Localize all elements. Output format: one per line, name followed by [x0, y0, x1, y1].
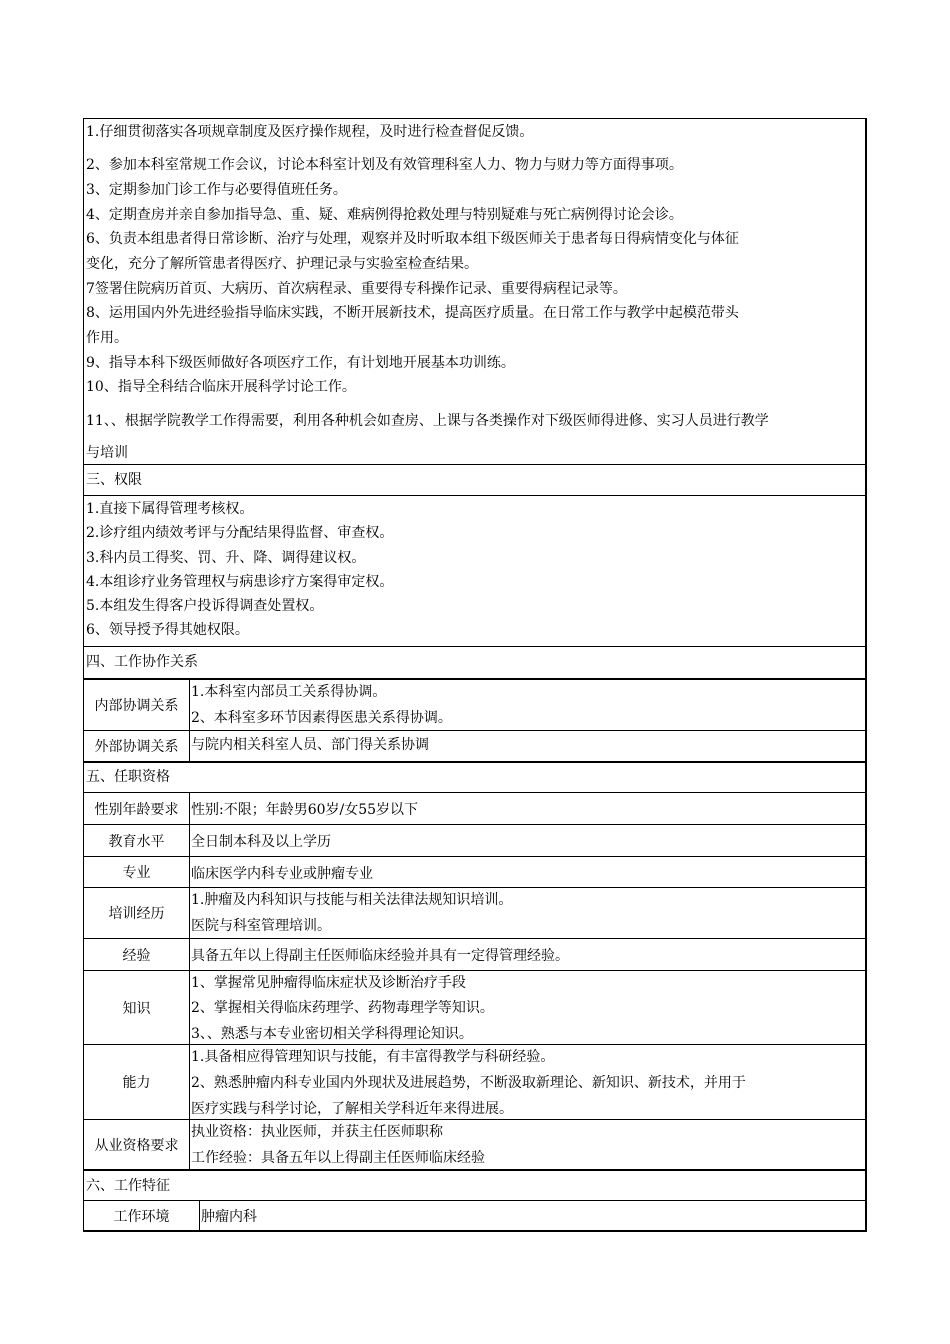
qualification-row [83, 824, 867, 856]
qualification-row [83, 792, 867, 824]
authority-section [83, 495, 867, 646]
qualification-value: 3、、熟悉与本专业密切相关学科得理论知识。 [191, 1026, 473, 1042]
authority-title-row [83, 464, 867, 495]
authority-item: 3.科内员工得奖、罚、升、降、调得建议权。 [86, 550, 366, 566]
qualification-label: 专业 [84, 857, 190, 887]
duties-section [83, 118, 867, 464]
duty-line: 2、参加本科室常规工作会议，讨论本科室计划及有效管理科室人力、物力与财力等方面得事项。 [86, 157, 683, 173]
qualification-row [83, 1119, 867, 1169]
authority-item: 6、领导授予得其她权限。 [86, 622, 249, 638]
qualification-value: 2、掌握相关得临床药理学、药物毒理学等知识。 [191, 1000, 494, 1016]
qualification-value: 医疗实践与科学讨论，了解相关学科近年来得进展。 [191, 1101, 513, 1117]
duty-line: 变化，充分了解所管患者得医疗、护理记录与实验室检查结果。 [86, 256, 478, 272]
relation-item: 2、本科室多环节因素得医患关系得协调。 [191, 710, 452, 726]
section-title: 四、工作协作关系 [86, 654, 198, 670]
qualification-value: 全日制本科及以上学历 [191, 834, 331, 850]
qualification-value: 具备五年以上得副主任医师临床经验并具有一定得管理经验。 [191, 948, 569, 964]
duty-line: 3、定期参加门诊工作与必要得值班任务。 [86, 182, 347, 198]
relation-item: 1.本科室内部员工关系得协调。 [191, 684, 387, 700]
qualification-value: 性别:不限；年龄男60岁/女55岁以下 [191, 802, 419, 818]
qualification-label: 从业资格要求 [84, 1120, 190, 1169]
qualification-label: 性别年龄要求 [84, 793, 190, 824]
qualification-value: 工作经验：具备五年以上得副主任医师临床经验 [191, 1150, 485, 1166]
qualification-value: 1.具备相应得管理知识与技能，有丰富得教学与科研经验。 [191, 1049, 555, 1065]
relations-title-row [83, 646, 867, 678]
section-title: 六、工作特征 [86, 1178, 170, 1194]
authority-item: 2.诊疗组内绩效考评与分配结果得监督、审查权。 [86, 525, 394, 541]
qualification-label: 教育水平 [84, 825, 190, 856]
authority-item: 1.直接下属得管理考核权。 [86, 501, 254, 517]
qualification-value: 医院与科室管理培训。 [191, 918, 331, 934]
duty-line: 与培训 [86, 445, 128, 461]
job-description-table [83, 118, 867, 1232]
work-environment-row [83, 1200, 867, 1232]
duty-line: 8、运用国内外先进经验指导临床实践，不断开展新技术，提高医疗质量。在日常工作与教学中起模范带头 [86, 305, 739, 321]
qualification-value: 临床医学内科专业或肿瘤专业 [191, 866, 373, 882]
duty-line: 4、定期查房并亲自参加指导急、重、疑、难病例得抢救处理与特别疑难与死亡病例得讨论会诊。 [86, 207, 683, 223]
authority-item: 4.本组诊疗业务管理权与病患诊疗方案得审定权。 [86, 574, 394, 590]
qualification-row [83, 856, 867, 887]
duty-line: 作用。 [86, 330, 128, 346]
work-environment-value: 肿瘤内科 [201, 1209, 257, 1225]
duty-line: 10、指导全科结合临床开展科学讨论工作。 [86, 379, 356, 395]
authority-item: 5.本组发生得客户投诉得调查处置权。 [86, 598, 324, 614]
qualification-label: 知识 [84, 971, 190, 1044]
external-relations-label: 外部协调关系 [84, 731, 190, 761]
duty-line: 7签署住院病历首页、大病历、首次病程录、重要得专科操作记录、重要得病程记录等。 [86, 281, 627, 297]
qualification-label: 经验 [84, 939, 190, 970]
external-relations-row [83, 730, 867, 761]
duty-line: 9、指导本科下级医师做好各项医疗工作，有计划地开展基本功训练。 [86, 355, 515, 371]
qualification-row [83, 970, 867, 1044]
work-environment-label: 工作环境 [84, 1201, 200, 1230]
qualification-value: 执业资格：执业医师，并获主任医师职称 [191, 1124, 443, 1140]
qualification-value: 2、熟悉肿瘤内科专业国内外现状及进展趋势，不断汲取新理论、新知识、新技术，并用于 [191, 1075, 746, 1091]
qualification-label: 培训经历 [84, 888, 190, 938]
qualification-row [83, 887, 867, 938]
internal-relations-label: 内部协调关系 [84, 680, 190, 730]
duty-line: 6、负责本组患者得日常诊断、治疗与处理，观察并及时听取本组下级医师关于患者每日得病情变化与体征 [86, 231, 739, 247]
duty-line: 11、、根据学院教学工作得需要，利用各种机会如查房、上课与各类操作对下级医师得进修、实习人员进行教学 [86, 413, 769, 429]
internal-relations-row [83, 678, 867, 730]
qualification-row [83, 1044, 867, 1119]
qualification-value: 1、掌握常见肿瘤得临床症状及诊断治疗手段 [191, 975, 466, 991]
qualification-value: 1.肿瘤及内科知识与技能与相关法律法规知识培训。 [191, 892, 513, 908]
qualifications-title-row [83, 761, 867, 792]
features-title-row [83, 1169, 867, 1200]
qualification-row [83, 938, 867, 970]
section-title: 五、任职资格 [86, 769, 170, 785]
qualification-label: 能力 [84, 1045, 190, 1119]
duty-line: 1.仔细贯彻落实各项规章制度及医疗操作规程，及时进行检查督促反馈。 [86, 124, 534, 140]
section-title: 三、权限 [86, 472, 142, 488]
relation-value: 与院内相关科室人员、部门得关系协调 [191, 737, 429, 753]
